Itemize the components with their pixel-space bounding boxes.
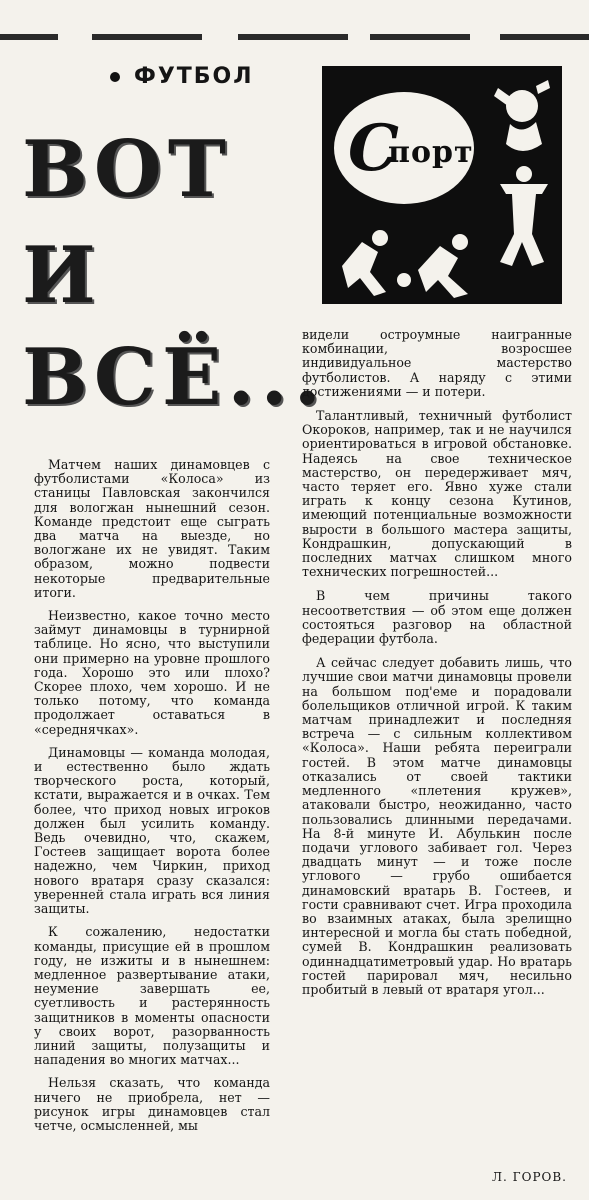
left-column	[34, 458, 270, 1142]
headline-line-2: И	[22, 230, 102, 321]
paragraph: Матчем наших динамовцев с футболистами «Колоса» из станицы Павловская закончился для вологжан нынешний сезон. Команде предстоит еще сыграть два матча на выезде, но вологжане их не увидят. Таким образом, можно подвести некоторые предварительные итоги.	[34, 457, 270, 600]
headline-line-1: ВОТ	[22, 124, 232, 215]
paragraph: А сейчас следует добавить лишь, что лучшие свои матчи динамовцы провели на большом под'еме и порадовали болельщиков отличной игрой. К таким матчам принадлежит и последняя встреча — с сильным коллективом «Колоса». Наши ребята переиграли гостей. В этом матче динамовцы отказались от своей тактики медленного «плетения кружев», атаковали быстро, неожиданно, часто пользовались длинными передачами. На 8-й минуте И. Абулькин после подачи углового забивает гол. Через двадцать минут — и тоже после углового — грубо ошибается динамовский вратарь В. Гостеев, и гости сравнивают счет. Игра проходила во взаимных атаках, была зрелищно интересной и могла бы стать победной, сумей В. Кондрашкин реализовать одиннадцатиметровый удар. Но вратарь гостей парировал мяч, несильно пробитый в левый от вратаря угол...	[302, 655, 572, 997]
right-column	[302, 328, 572, 1007]
paragraph: Талантливый, техничный футболист Окороков, например, так и не научился ориентироваться в игровой обстановке. Надеясь на свое техническое мастерство, он передерживает мяч, часто теряет его. Явно хуже стали играть к концу сезона Кутинов, имеющий потенциальные возможности вырости в большого мастера защиты, Кондрашкин, допускающий в последних матчах слишком много технических погрешностей...	[302, 408, 572, 580]
paragraph: Динамовцы — команда молодая, и естественно было ждать творческого роста, который, кстати, выражается и в очках. Тем более, что приход новых игроков должен был усилить команду. Ведь очевидно, что, скажем, Гостеев защищает ворота более надежно, чем Чиркин, приход нового вратаря сразу сказался: уверенней стала играть вся линия защиты.	[34, 744, 270, 917]
rubric	[110, 64, 254, 89]
paragraph: К сожалению, недостатки команды, присущие ей в прошлом году, не изжиты и в нынешнем: медленное развертывание атаки, неумение завершать ее, суетливость и растерянность защитников в моменты опасности у своих ворот, разорванность линий защиты, полузащиты и нападения во многих матчах...	[34, 924, 270, 1068]
paragraph: Неизвестно, какое точно место займут динамовцы в турнирной таблице. Но ясно, что выступили они примерно на уровне прошлого года. Хорошо это или плохо? Скорее плохо, чем хорошо. И не только потому, что команда продолжает оставаться в «середнячках».	[34, 608, 270, 737]
sport-emblem-icon	[322, 66, 562, 304]
svg-text:С: С	[348, 111, 399, 186]
sport-logo	[322, 66, 562, 304]
paragraph: В чем причины такого несоответствия — об этом еще должен состояться разговор на областной федерации футбола.	[302, 588, 572, 647]
top-rule	[0, 34, 589, 40]
paragraph: видели остроумные наигранные комбинации, возросшее индивидуальное мастерство футболистов. А наряду с этими достижениями — и потери.	[302, 327, 572, 399]
headline	[22, 122, 327, 426]
bullet-icon	[110, 72, 120, 82]
author-signature: Л. ГОРОВ.	[492, 1170, 567, 1184]
headline-line-3: ВСЁ...	[22, 332, 327, 423]
svg-text:порт: порт	[388, 135, 474, 170]
paragraph: Нельзя сказать, что команда ничего не приобрела, нет — рисунок игры динамовцев стал четче, осмысленней, мы	[34, 1075, 270, 1133]
rubric-label: ФУТБОЛ	[134, 64, 254, 89]
